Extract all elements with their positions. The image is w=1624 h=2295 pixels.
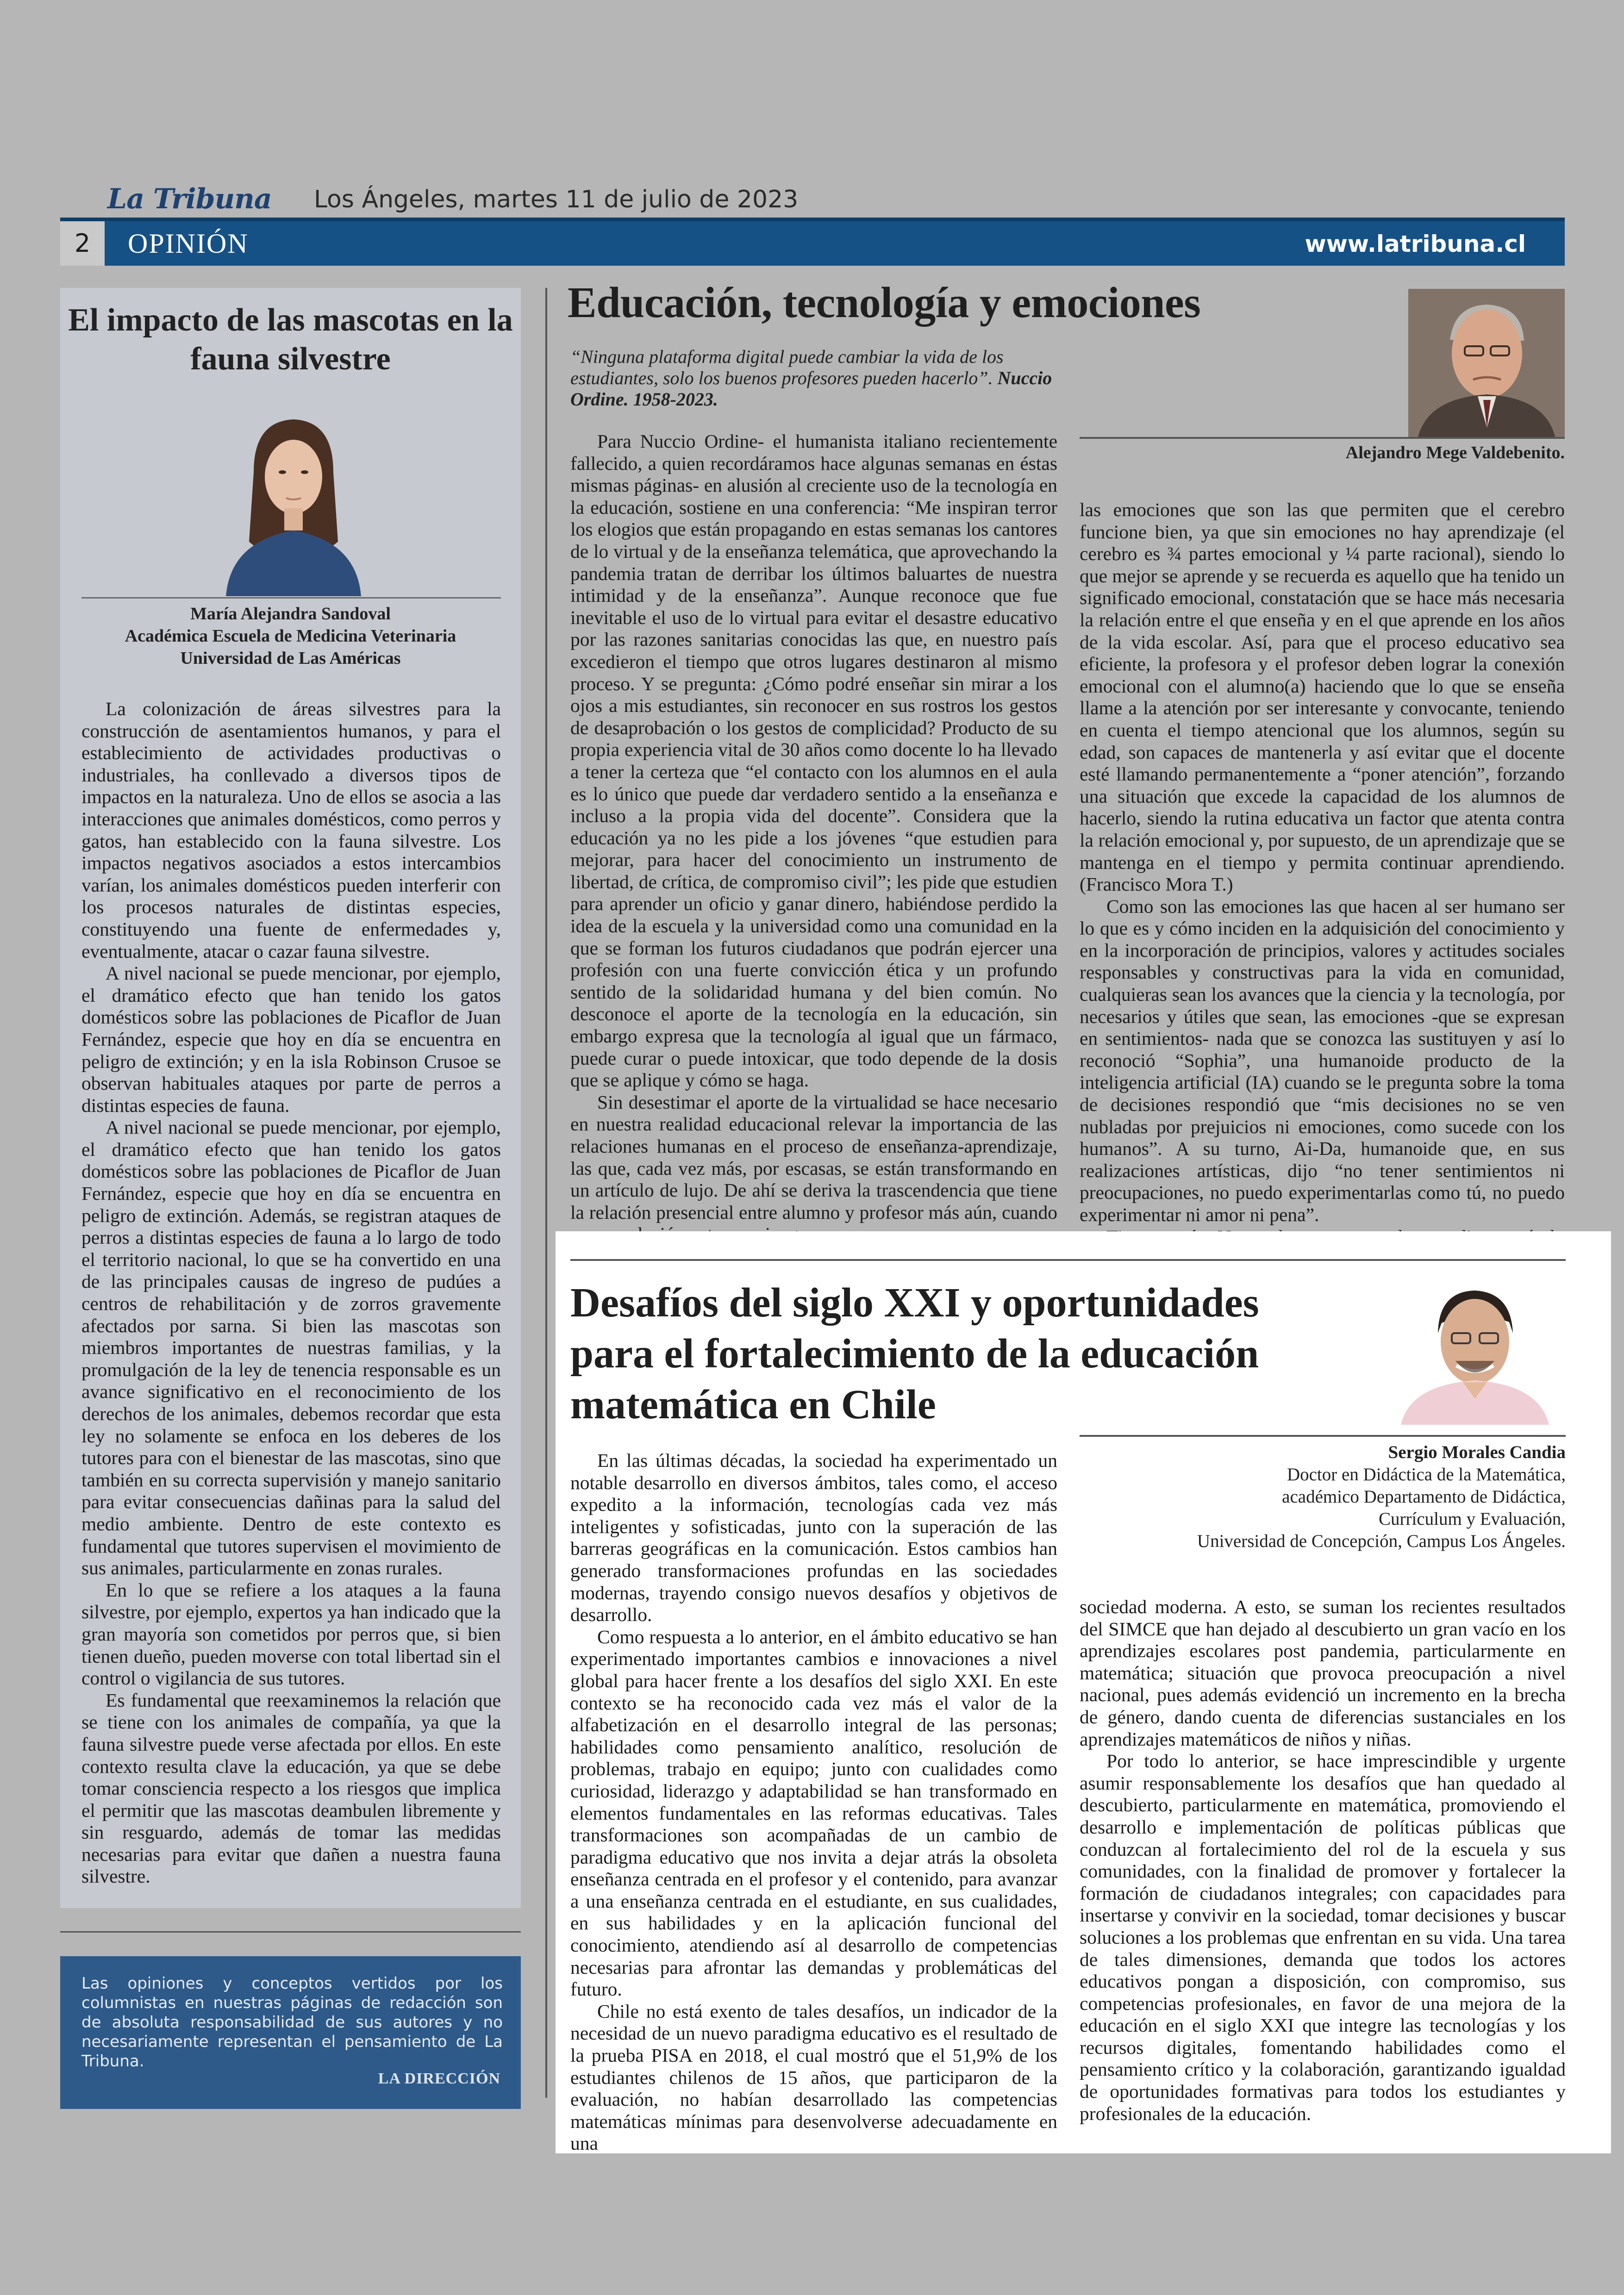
article-title: Desafíos del siglo XXI y oportunidades para el fortalecimiento de la educación matemática en Chile xyxy=(570,1280,1259,1428)
author-credential: Universidad de Concepción, Campus Los Ángeles. xyxy=(1197,1531,1566,1551)
paragraph: sociedad moderna. A esto, se suman los recientes resultados del SIMCE que han dejado al descubierto un gran vacío en los aprendizajes escolares post pandemia, particularmente en matemática; situación que provoca preocupación a nivel nacional, pues además evidenció un incremento en la brecha de género, dando cuenta de diferencias sustanciales en los aprendizajes matemáticos de niños y niñas. xyxy=(1080,1596,1566,1750)
paragraph: En lo que se refiere a los ataques a la fauna silvestre, por ejemplo, expertos ya han indicado que la gran mayoría son cometidos por perros que, si bien tienen dueño, pueden moverse con total libertad sin el control o vigilancia de sus tutores. xyxy=(81,1579,501,1689)
author-byline xyxy=(1056,1441,1566,1553)
paragraph: Por todo lo anterior, se hace imprescindible y urgente asumir responsablemente los desafíos que han quedado al descubierto, particularmente en matemática, promoviendo el desarrollo e implementación de políticas públicas que conduzcan al fortalecimiento del rol de la escuela y sus comunidades, con la finalidad de promover y fortalecer la formación de ciudadanos integrales; con capacidades para insertarse y convivir en la sociedad, tomar decisiones y buscar soluciones a los problemas que enfrentan en su vida. Una tarea de tales dimensiones, demanda que todos los actores educativos pongan a disposición, con compromiso, sus competencias profesionales, en favor de una mejora de la educación en el siglo XXI que integre las tecnologías y los recursos digitales, fomentando habilidades como el pensamiento crítico y la colaboración, garantizando igualdad de oportunidades formativas para todos los estudiantes y profesionales de la educación. xyxy=(1080,1750,1566,2124)
page-number: 2 xyxy=(60,221,105,266)
disclaimer-signature: LA DIRECCIÓN xyxy=(378,2070,500,2087)
article-column-1 xyxy=(570,430,1057,1245)
byline-divider xyxy=(1080,1435,1566,1437)
website-link[interactable]: www.latribuna.cl xyxy=(1305,231,1526,257)
article-title: El impacto de las mascotas en la fauna silvestre xyxy=(68,302,513,377)
article-title: Educación, tecnología y emociones xyxy=(568,279,1201,327)
author-name: Sergio Morales Candia xyxy=(1388,1442,1566,1462)
bottom-article xyxy=(556,1231,1611,2153)
disclaimer-text: Las opiniones y conceptos vertidos por los columnistas en nuestras páginas de redacción son de absoluta responsabilidad de sus autores y no necesariamente representan el pensamiento de La Tribuna. xyxy=(81,1974,503,2070)
paragraph: las emociones que son las que permiten que el cerebro funcione bien, ya que sin emociones no hay aprendizaje (el cerebro es ¾ partes emocional y ¼ parte racional), siendo lo que mejor se aprende y se recuerda es aquello que ha tenido un significado emocional, constatación que se hace más necesaria la relación entre el que enseña y en el que aprende en los años de la vida escolar. Así, para que el proceso educativo sea eficiente, la profesora y el profesor deben lograr la conexión emocional con el alumno(a) haciendo que lo que se enseña llame a la atención por ser interesante y convocante, teniendo en cuenta el tiempo atencional que los alumnos, según su edad, son capaces de mantenerla y así evitar que el docente esté llamando permanentemente a “poner atención”, forzando una situación que excede la capacidad de los alumnos de hacerlo, siendo la rutina educativa un factor que atenta contra la relación emocional y, por supuesto, de un aprendizaje que se mantenga en el tiempo y permita continuar aprendiendo. (Francisco Mora T.) xyxy=(1080,499,1565,895)
paragraph: Chile no está exento de tales desafíos, un indicador de la necesidad de un nuevo paradigma educativo es el resultado de la prueba PISA en 2018, el cual mostró que el 51,9% de los estudiantes chilenos de 15 años, que participaron de la evaluación, no habían desarrollado las competencias matemáticas mínimas para desenvolverse adecuadamente en una xyxy=(570,2000,1057,2154)
author-credential: Doctor en Didáctica de la Matemática, xyxy=(1287,1465,1566,1484)
article-column-1 xyxy=(570,1450,1057,2154)
paragraph: Sin desestimar el aporte de la virtualidad se hace necesario en nuestra realidad educacional relevar la importancia de las relaciones humanas en el proceso de enseñanza-aprendizaje, las que, cada vez más, por escasas, se están transformando en un artículo de lujo. De ahí se deriva la trascendencia que tiene la relación presencial entre alumno y profesor más aún, cuando xyxy=(570,1091,1057,1223)
paragraph: Para Nuccio Ordine- el humanista italiano recientemente fallecido, a quien recordáramos hace algunas semanas en éstas mismas páginas- en alusión al creciente uso de la tecnología en la educación, sostiene en una conferencia: “Me inspiran terror los elogios que están propagando en estas semanas los cantores de lo virtual y de la enseñanza telemática, que aprovechando la pandemia tratan de derribar los últimos baluartes de nuestra intimidad y de la enseñanza”. Aunque reconoce que fue inevitable el uso de lo virtual para evitar el desastre educativo por las razones sanitarias conocidas las que, en nuestro país excedieron el tiempo que otros lugares destinaron al mismo proceso. Y se pregunta: ¿Cómo podré enseñar sin mirar a los ojos a mis estudiantes, sin reconocer en sus rostros los gestos de desaprobación o los gestos de complicidad? Producto de su propia experiencia vital de 30 años como docente lo ha llevado a tener la certeza que “el contacto con los alumnos en el aula es lo único que puede dar verdadero sentido a la enseñanza e incluso a la propia vida del docente”. Considera que la educación ya no les pide a los jóvenes “que estudien para mejorar, para hacer del conocimiento un instrumento de libertad, de crítica, de compromiso civil”; les pide que estudien para aprender un oficio y ganar dinero, habiéndose perdido la idea de la escuela y la universidad como una comunidad en la que se forman los futuros ciudadanos que podrán ejercer una profesión con una fuerte convicción ética y un profundo sentido de la solidaridad humana y del bien común. No desconoce el aporte de la tecnología en la educación, sin embargo expresa que la tecnología al igual que un fármaco, puede curar o puede intoxicar, que todo depende de la dosis que se aplique y cómo se haga. xyxy=(570,430,1057,1091)
paragraph: A nivel nacional se puede mencionar, por ejemplo, el dramático efecto que han tenido los gatos domésticos sobre las poblaciones de Picaflor de Juan Fernández, especie que hoy en día se encuentra en peligro de extinción. Además, se registran ataques de perros a distintas especies de fauna a lo largo de todo el territorio nacional, lo que se ha convertido en una de las principales causas de ingreso de pudúes a centros de rehabilitación y de zorros gravemente afectados por sarna. Si bien las mascotas son miembros importantes de nuestras familias, y la promulgación de la ley de tenencia responsable es un avance significativo en el reconocimiento de los derechos de los animales, debemos recordar que esta ley no solamente se enfoca en los deberes de los tutores para con el bienestar de las mascotas, sino que también en su correcta supervisión y manejo sanitario para evitar consecuencias dañinas para la salud del medio ambiente. Dentro de este contexto es fundamental que tutores supervisen el movimiento de sus animales, particularmente en zonas rurales. xyxy=(81,1116,501,1579)
author-byline: Alejandro Mege Valdebenito. xyxy=(1345,443,1565,462)
newspaper-logo: La Tribuna xyxy=(107,183,272,215)
author-credential: académico Departamento de Didáctica, xyxy=(1282,1487,1566,1507)
article-column-2 xyxy=(1080,1596,1566,2133)
byline-divider xyxy=(1080,437,1565,439)
author-org: Universidad de Las Américas xyxy=(180,649,401,668)
section-bar xyxy=(60,218,1565,266)
paragraph: A nivel nacional se puede mencionar, por ejemplo, el dramático efecto que han tenido los gatos domésticos sobre las poblaciones de Picaflor de Juan Fernández, especie que hoy en día se encuentra en peligro de extinción; y en la isla Robinson Crusoe se observan habituales ataques por parte de perros a distintas especies de fauna. xyxy=(81,962,501,1116)
epigraph-quote: “Ninguna plataforma digital puede cambiar la vida de los estudiantes, solo los buenos profesores pueden hacerlo”. xyxy=(570,346,1004,388)
article-divider xyxy=(570,1259,1566,1261)
article-body xyxy=(81,698,501,1887)
byline-divider xyxy=(81,597,501,599)
paragraph: Como son las emociones las que hacen al ser humano ser lo que es y cómo inciden en la adquisición del conocimiento y en la incorporación de principios, valores y actitudes sociales responsables y constructivas para la vida en comunidad, cualquieras sean los avances que la ciencia y la tecnología, por necesarios y útiles que sean, las emociones -que se expresan en sentimientos- nada que se conozca las sustituyen y así lo reconoció “Sophia”, una humanoide producto de la inteligencia artificial (IA) cuando se le pregunta sobre la toma de decisiones respondió que “mis decisiones no se ven nubladas por prejuicios ni emociones, como sucede con los humanos”. A su turno, Ai-Da, humanoide que, en sus realizaciones artísticas, dijo “no tener sentimientos ni preocupaciones, no puedo experimentarlas como tú, no puedo experimentar ni amor ni pena”. xyxy=(1080,895,1565,1225)
section-name: OPINIÓN xyxy=(128,228,249,259)
author-photo xyxy=(1382,1278,1566,1425)
author-role: Académica Escuela de Medicina Veterinaria xyxy=(125,626,456,646)
column-divider xyxy=(60,1931,521,1933)
epigraph-author: Nuccio Ordine. 1958-2023. xyxy=(570,368,1052,410)
left-article xyxy=(60,288,521,1908)
masthead xyxy=(107,183,1565,217)
author-photo xyxy=(207,403,380,596)
paragraph: Como respuesta a lo anterior, en el ámbito educativo se han experimentado importantes cambios e innovaciones a nivel global para hacer frente a los desafíos del siglo XXI. En este contexto se ha reconocido cada vez más el valor de la alfabetización en el desarrollo integral de las personas; habilidades como pensamiento analítico, resolución de problemas, trabajo en equipo; junto con cualidades como curiosidad, liderazgo y adaptabilidad se han transformado en elementos fundamentales en las reformas educativas. Tales transformaciones son acompañadas de un cambio de paradigma educativo que nos invita a dejar atrás la obsoleta enseñanza centrada en el profesor y el contenido, para avanzar a una enseñanza centrada en el estudiante, en sus cualidades, en sus habilidades y en la aplicación funcional del conocimiento, atendiendo así al desarrollo de competencias necesarias para afrontar las demandas y problemáticas del futuro. xyxy=(570,1626,1057,2000)
editorial-disclaimer xyxy=(60,1956,521,2109)
paragraph: La colonización de áreas silvestres para la construcción de asentamientos humanos, y para el establecimiento de actividades productivas o industriales, ha conllevado a diversos tipos de impactos en la naturaleza. Uno de ellos se asocia a las interacciones que animales domésticos, como perros y gatos, han establecido con la fauna silvestre. Los impactos negativos asociados a estos intercambios varían, los animales domésticos pueden interferir con los procesos naturales de distintas especies, constituyendo una fuente de enfermedades y, eventualmente, atacar o cazar fauna silvestre. xyxy=(81,698,501,962)
epigraph xyxy=(570,346,1061,410)
vertical-divider xyxy=(545,288,547,2098)
author-name: María Alejandra Sandoval xyxy=(190,604,391,624)
author-credential: Currículum y Evaluación, xyxy=(1379,1509,1566,1529)
dateline: Los Ángeles, martes 11 de julio de 2023 xyxy=(314,186,799,213)
author-byline xyxy=(60,603,521,669)
article-column-2 xyxy=(1080,499,1565,1249)
paragraph: En las últimas décadas, la sociedad ha experimentado un notable desarrollo en diversos ámbitos, tales como, el acceso expedito a la información, tecnologías cada vez más inteligentes y sofisticadas, junto con la superación de las barreras geográficas en la comunicación. Estos cambios han generado transformaciones profundas en las sociedades modernas, trayendo consigo nuevos desafíos y objetivos de desarrollo. xyxy=(570,1450,1057,1626)
author-photo xyxy=(1408,289,1565,439)
paragraph: Es fundamental que reexaminemos la relación que se tiene con los animales de compañía, ya que la fauna silvestre puede verse afectada por ellos. En este contexto resulta clave la educación, ya que se debe tomar consciencia respecto a los riesgos que implica el permitir que las mascotas deambulen libremente y sin resguardo, además de tomar las medidas necesarias para evitar que dañen a nuestra fauna silvestre. xyxy=(81,1689,501,1887)
